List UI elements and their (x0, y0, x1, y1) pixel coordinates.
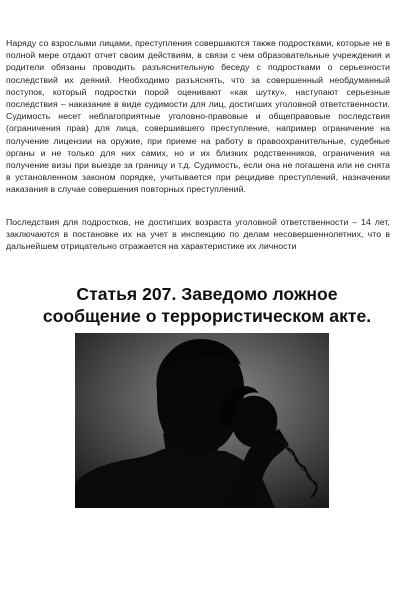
silhouette-phone-photo (75, 333, 329, 508)
body-paragraph-1: Наряду со взрослыми лицами, преступления совершаются также подростками, которые не в полной мере отдают отчет своим действиям, в связи с чем образовательные учреждения и родители обязаны проводить разъяснительную беседу с подростками о серьезности последствий их деяний. Необходимо разъяснять, что за совершенный необдуманный поступок, который подростки порой оценивают «как шутку», наступают серьезные последствия – наказание в виде судимости для лиц, достигших уголовной ответственности. Судимость несет неблагоприятные уголовно-правовые и общеправовые последствия (ограничения прав) для лица, совершившего преступление, например ограничение на получение лицензии на оружие, при приеме на работу в правоохранительные, судебные органы и не только для них самих, но и их близких родственников, ограничения на получение визы при выезде за границу и т.д. Судимость, если она не погашена или не снята в установленном законом порядке, учитывается при рецидиве преступлений, назначении наказания в случае совершения повторных преступлений. (6, 38, 390, 195)
body-paragraph-2: Последствия для подростков, не достигших возраста уголовной ответственности – 14 лет, заключаются в постановке их на учет в инспекцию по делам несовершеннолетних, что в дальнейшем отрицательно отражается на характеристике их личности (6, 217, 390, 252)
article-heading-line-2: сообщение о террористическом акте. (42, 306, 372, 326)
article-heading-line-1: Статья 207. Заведомо ложное (76, 284, 338, 304)
article-heading (0, 283, 414, 327)
